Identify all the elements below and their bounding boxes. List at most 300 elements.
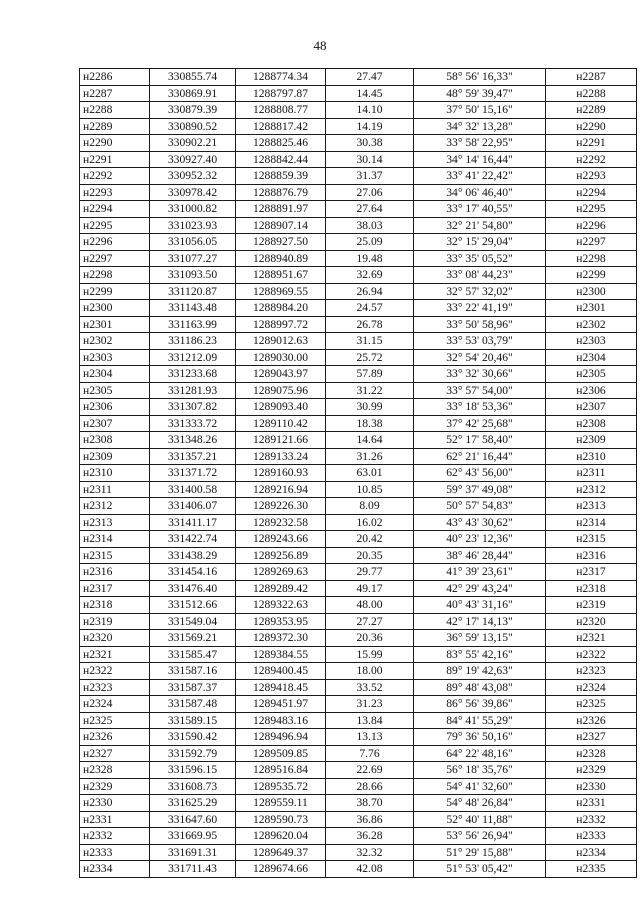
table-row <box>80 151 637 168</box>
cell-point-from: н2323 <box>80 679 150 696</box>
cell-x-coordinate: 330952.32 <box>150 168 236 185</box>
cell-point-from: н2298 <box>80 267 150 284</box>
cell-point-to: н2324 <box>546 679 637 696</box>
cell-point-to: н2316 <box>546 547 637 564</box>
table-row <box>80 613 637 630</box>
cell-direction-angle: 33° 53' 03,79" <box>414 333 546 350</box>
cell-point-from: н2306 <box>80 399 150 416</box>
cell-y-coordinate: 1289451.97 <box>236 696 326 713</box>
cell-point-to: н2294 <box>546 184 637 201</box>
cell-direction-angle: 33° 41' 22,42" <box>414 168 546 185</box>
cell-x-coordinate: 331549.04 <box>150 613 236 630</box>
table-row <box>80 102 637 119</box>
cell-x-coordinate: 331000.82 <box>150 201 236 218</box>
cell-direction-angle: 62° 21' 16,44" <box>414 448 546 465</box>
cell-point-from: н2333 <box>80 844 150 861</box>
cell-direction-angle: 40° 23' 12,36" <box>414 531 546 548</box>
cell-x-coordinate: 331077.27 <box>150 250 236 267</box>
cell-point-from: н2303 <box>80 349 150 366</box>
cell-distance: 18.38 <box>326 415 414 432</box>
cell-point-from: н2309 <box>80 448 150 465</box>
cell-x-coordinate: 330869.91 <box>150 85 236 102</box>
cell-direction-angle: 52° 17' 58,40" <box>414 432 546 449</box>
cell-point-to: н2333 <box>546 828 637 845</box>
cell-point-from: н2329 <box>80 778 150 795</box>
cell-y-coordinate: 1289353.95 <box>236 613 326 630</box>
cell-x-coordinate: 331281.93 <box>150 382 236 399</box>
cell-point-to: н2310 <box>546 448 637 465</box>
cell-point-to: н2311 <box>546 465 637 482</box>
cell-y-coordinate: 1289133.24 <box>236 448 326 465</box>
cell-direction-angle: 62° 43' 56,00" <box>414 465 546 482</box>
cell-x-coordinate: 330927.40 <box>150 151 236 168</box>
cell-distance: 36.28 <box>326 828 414 845</box>
table-row <box>80 597 637 614</box>
cell-point-to: н2332 <box>546 811 637 828</box>
cell-direction-angle: 48° 59' 39,47" <box>414 85 546 102</box>
table-row <box>80 349 637 366</box>
cell-y-coordinate: 1289649.37 <box>236 844 326 861</box>
cell-point-to: н2304 <box>546 349 637 366</box>
table-row <box>80 811 637 828</box>
table-row <box>80 844 637 861</box>
cell-direction-angle: 53° 56' 26,94" <box>414 828 546 845</box>
cell-direction-angle: 32° 57' 32,02" <box>414 283 546 300</box>
cell-distance: 13.84 <box>326 712 414 729</box>
cell-x-coordinate: 331307.82 <box>150 399 236 416</box>
cell-direction-angle: 37° 42' 25,68" <box>414 415 546 432</box>
cell-x-coordinate: 331592.79 <box>150 745 236 762</box>
cell-direction-angle: 42° 29' 43,24" <box>414 580 546 597</box>
cell-distance: 14.64 <box>326 432 414 449</box>
cell-y-coordinate: 1288940.89 <box>236 250 326 267</box>
cell-distance: 18.00 <box>326 663 414 680</box>
cell-x-coordinate: 331569.21 <box>150 630 236 647</box>
cell-y-coordinate: 1289559.11 <box>236 795 326 812</box>
cell-point-from: н2318 <box>80 597 150 614</box>
cell-y-coordinate: 1289269.63 <box>236 564 326 581</box>
cell-distance: 27.27 <box>326 613 414 630</box>
cell-distance: 16.02 <box>326 514 414 531</box>
cell-point-to: н2299 <box>546 267 637 284</box>
cell-distance: 14.19 <box>326 118 414 135</box>
cell-direction-angle: 33° 32' 30,66" <box>414 366 546 383</box>
cell-direction-angle: 84° 41' 55,29" <box>414 712 546 729</box>
cell-point-from: н2317 <box>80 580 150 597</box>
cell-point-from: н2293 <box>80 184 150 201</box>
cell-point-to: н2328 <box>546 745 637 762</box>
cell-distance: 32.69 <box>326 267 414 284</box>
cell-x-coordinate: 331163.99 <box>150 316 236 333</box>
cell-point-to: н2303 <box>546 333 637 350</box>
table-row <box>80 267 637 284</box>
table-row <box>80 217 637 234</box>
cell-direction-angle: 52° 40' 11,88" <box>414 811 546 828</box>
cell-direction-angle: 33° 17' 40,55" <box>414 201 546 218</box>
cell-point-from: н2295 <box>80 217 150 234</box>
cell-point-to: н2335 <box>546 861 637 878</box>
cell-point-to: н2292 <box>546 151 637 168</box>
cell-x-coordinate: 330978.42 <box>150 184 236 201</box>
cell-direction-angle: 33° 35' 05,52" <box>414 250 546 267</box>
cell-x-coordinate: 331589.15 <box>150 712 236 729</box>
cell-y-coordinate: 1289384.55 <box>236 646 326 663</box>
cell-point-to: н2295 <box>546 201 637 218</box>
cell-distance: 32.32 <box>326 844 414 861</box>
table-row <box>80 415 637 432</box>
cell-point-to: н2288 <box>546 85 637 102</box>
cell-y-coordinate: 1289043.97 <box>236 366 326 383</box>
cell-distance: 38.70 <box>326 795 414 812</box>
cell-y-coordinate: 1289110.42 <box>236 415 326 432</box>
cell-point-from: н2307 <box>80 415 150 432</box>
cell-x-coordinate: 331348.26 <box>150 432 236 449</box>
cell-y-coordinate: 1288891.97 <box>236 201 326 218</box>
cell-direction-angle: 56° 18' 35,76" <box>414 762 546 779</box>
cell-y-coordinate: 1289516.84 <box>236 762 326 779</box>
cell-x-coordinate: 331422.74 <box>150 531 236 548</box>
cell-distance: 8.09 <box>326 498 414 515</box>
cell-x-coordinate: 331406.07 <box>150 498 236 515</box>
table-row <box>80 564 637 581</box>
cell-x-coordinate: 331186.23 <box>150 333 236 350</box>
cell-point-from: н2308 <box>80 432 150 449</box>
cell-point-to: н2315 <box>546 531 637 548</box>
cell-y-coordinate: 1288797.87 <box>236 85 326 102</box>
cell-point-to: н2302 <box>546 316 637 333</box>
table-row <box>80 514 637 531</box>
cell-y-coordinate: 1288825.46 <box>236 135 326 152</box>
cell-y-coordinate: 1289075.96 <box>236 382 326 399</box>
cell-distance: 30.99 <box>326 399 414 416</box>
cell-direction-angle: 32° 54' 20,46" <box>414 349 546 366</box>
cell-distance: 27.06 <box>326 184 414 201</box>
cell-direction-angle: 58° 56' 16,33" <box>414 69 546 86</box>
table-row <box>80 448 637 465</box>
cell-y-coordinate: 1289590.73 <box>236 811 326 828</box>
cell-point-to: н2334 <box>546 844 637 861</box>
cell-x-coordinate: 331512.66 <box>150 597 236 614</box>
cell-point-to: н2320 <box>546 613 637 630</box>
table-row <box>80 184 637 201</box>
cell-point-from: н2326 <box>80 729 150 746</box>
cell-x-coordinate: 331438.29 <box>150 547 236 564</box>
table-row <box>80 729 637 746</box>
table-row <box>80 712 637 729</box>
cell-y-coordinate: 1288984.20 <box>236 300 326 317</box>
cell-point-to: н2313 <box>546 498 637 515</box>
cell-point-to: н2307 <box>546 399 637 416</box>
table-row <box>80 861 637 878</box>
cell-point-from: н2325 <box>80 712 150 729</box>
cell-direction-angle: 41° 39' 23,61" <box>414 564 546 581</box>
cell-distance: 10.85 <box>326 481 414 498</box>
cell-point-from: н2299 <box>80 283 150 300</box>
cell-distance: 25.09 <box>326 234 414 251</box>
table-row <box>80 795 637 812</box>
cell-point-to: н2290 <box>546 118 637 135</box>
cell-point-from: н2314 <box>80 531 150 548</box>
cell-distance: 31.15 <box>326 333 414 350</box>
table-row <box>80 531 637 548</box>
cell-point-to: н2287 <box>546 69 637 86</box>
cell-point-to: н2330 <box>546 778 637 795</box>
cell-x-coordinate: 331454.16 <box>150 564 236 581</box>
table-row <box>80 168 637 185</box>
cell-distance: 38.03 <box>326 217 414 234</box>
cell-direction-angle: 79° 36' 50,16" <box>414 729 546 746</box>
table-row <box>80 234 637 251</box>
cell-x-coordinate: 331587.48 <box>150 696 236 713</box>
cell-point-to: н2318 <box>546 580 637 597</box>
cell-direction-angle: 33° 22' 41,19" <box>414 300 546 317</box>
cell-x-coordinate: 331212.09 <box>150 349 236 366</box>
cell-distance: 14.45 <box>326 85 414 102</box>
cell-x-coordinate: 331120.87 <box>150 283 236 300</box>
cell-distance: 48.00 <box>326 597 414 614</box>
table-row <box>80 762 637 779</box>
cell-distance: 14.10 <box>326 102 414 119</box>
cell-point-to: н2301 <box>546 300 637 317</box>
cell-direction-angle: 51° 29' 15,88" <box>414 844 546 861</box>
cell-distance: 22.69 <box>326 762 414 779</box>
cell-direction-angle: 89° 48' 43,08" <box>414 679 546 696</box>
cell-distance: 29.77 <box>326 564 414 581</box>
cell-direction-angle: 42° 17' 14,13" <box>414 613 546 630</box>
cell-direction-angle: 50° 57' 54,83" <box>414 498 546 515</box>
cell-y-coordinate: 1289012.63 <box>236 333 326 350</box>
cell-direction-angle: 38° 46' 28,44" <box>414 547 546 564</box>
cell-y-coordinate: 1289289.42 <box>236 580 326 597</box>
table-row <box>80 382 637 399</box>
cell-point-from: н2330 <box>80 795 150 812</box>
cell-y-coordinate: 1288907.14 <box>236 217 326 234</box>
cell-point-from: н2331 <box>80 811 150 828</box>
cell-point-from: н2328 <box>80 762 150 779</box>
table-row <box>80 828 637 845</box>
cell-point-to: н2308 <box>546 415 637 432</box>
cell-y-coordinate: 1289160.93 <box>236 465 326 482</box>
table-row <box>80 85 637 102</box>
cell-distance: 24.57 <box>326 300 414 317</box>
coordinates-table-body <box>80 69 637 878</box>
cell-direction-angle: 64° 22' 48,16" <box>414 745 546 762</box>
cell-distance: 15.99 <box>326 646 414 663</box>
cell-y-coordinate: 1289226.30 <box>236 498 326 515</box>
cell-point-to: н2325 <box>546 696 637 713</box>
cell-point-to: н2314 <box>546 514 637 531</box>
cell-y-coordinate: 1289418.45 <box>236 679 326 696</box>
cell-x-coordinate: 331590.42 <box>150 729 236 746</box>
cell-distance: 13.13 <box>326 729 414 746</box>
cell-y-coordinate: 1288927.50 <box>236 234 326 251</box>
cell-distance: 25.72 <box>326 349 414 366</box>
cell-point-to: н2312 <box>546 481 637 498</box>
cell-x-coordinate: 331411.17 <box>150 514 236 531</box>
cell-distance: 20.36 <box>326 630 414 647</box>
cell-distance: 30.38 <box>326 135 414 152</box>
table-row <box>80 630 637 647</box>
table-row <box>80 366 637 383</box>
cell-point-from: н2310 <box>80 465 150 482</box>
cell-y-coordinate: 1289509.85 <box>236 745 326 762</box>
cell-point-from: н2305 <box>80 382 150 399</box>
cell-point-to: н2293 <box>546 168 637 185</box>
cell-point-to: н2306 <box>546 382 637 399</box>
cell-point-from: н2334 <box>80 861 150 878</box>
table-row <box>80 580 637 597</box>
cell-point-from: н2289 <box>80 118 150 135</box>
table-row <box>80 745 637 762</box>
cell-direction-angle: 59° 37' 49,08" <box>414 481 546 498</box>
cell-direction-angle: 40° 43' 31,16" <box>414 597 546 614</box>
cell-y-coordinate: 1289674.66 <box>236 861 326 878</box>
table-row <box>80 679 637 696</box>
cell-y-coordinate: 1289620.04 <box>236 828 326 845</box>
table-row <box>80 316 637 333</box>
cell-x-coordinate: 331711.43 <box>150 861 236 878</box>
cell-distance: 19.48 <box>326 250 414 267</box>
cell-point-from: н2311 <box>80 481 150 498</box>
cell-direction-angle: 32° 21' 54,80" <box>414 217 546 234</box>
cell-point-to: н2298 <box>546 250 637 267</box>
cell-point-from: н2320 <box>80 630 150 647</box>
cell-point-from: н2296 <box>80 234 150 251</box>
cell-point-from: н2297 <box>80 250 150 267</box>
cell-point-from: н2321 <box>80 646 150 663</box>
cell-point-to: н2296 <box>546 217 637 234</box>
cell-point-to: н2297 <box>546 234 637 251</box>
cell-direction-angle: 33° 08' 44,23" <box>414 267 546 284</box>
table-row <box>80 547 637 564</box>
cell-direction-angle: 54° 48' 26,84" <box>414 795 546 812</box>
cell-distance: 31.23 <box>326 696 414 713</box>
cell-point-to: н2319 <box>546 597 637 614</box>
cell-point-to: н2327 <box>546 729 637 746</box>
cell-distance: 36.86 <box>326 811 414 828</box>
table-row <box>80 663 637 680</box>
cell-y-coordinate: 1288969.55 <box>236 283 326 300</box>
cell-direction-angle: 54° 41' 32,60" <box>414 778 546 795</box>
cell-y-coordinate: 1289322.63 <box>236 597 326 614</box>
cell-point-from: н2286 <box>80 69 150 86</box>
cell-x-coordinate: 330879.39 <box>150 102 236 119</box>
cell-point-from: н2300 <box>80 300 150 317</box>
cell-point-to: н2291 <box>546 135 637 152</box>
cell-point-from: н2313 <box>80 514 150 531</box>
cell-x-coordinate: 331608.73 <box>150 778 236 795</box>
cell-x-coordinate: 331143.48 <box>150 300 236 317</box>
cell-distance: 27.47 <box>326 69 414 86</box>
cell-point-from: н2291 <box>80 151 150 168</box>
cell-x-coordinate: 331625.29 <box>150 795 236 812</box>
cell-x-coordinate: 331371.72 <box>150 465 236 482</box>
cell-y-coordinate: 1289372.30 <box>236 630 326 647</box>
cell-point-to: н2317 <box>546 564 637 581</box>
cell-distance: 7.76 <box>326 745 414 762</box>
cell-x-coordinate: 331056.05 <box>150 234 236 251</box>
cell-point-to: н2300 <box>546 283 637 300</box>
cell-point-from: н2302 <box>80 333 150 350</box>
cell-point-to: н2322 <box>546 646 637 663</box>
cell-x-coordinate: 331023.93 <box>150 217 236 234</box>
cell-point-from: н2327 <box>80 745 150 762</box>
cell-point-from: н2294 <box>80 201 150 218</box>
cell-point-to: н2321 <box>546 630 637 647</box>
table-row <box>80 135 637 152</box>
table-row <box>80 333 637 350</box>
table-row <box>80 778 637 795</box>
cell-y-coordinate: 1289243.66 <box>236 531 326 548</box>
cell-x-coordinate: 331333.72 <box>150 415 236 432</box>
cell-y-coordinate: 1289483.16 <box>236 712 326 729</box>
cell-distance: 26.94 <box>326 283 414 300</box>
page-number: 48 <box>313 38 327 53</box>
cell-distance: 31.22 <box>326 382 414 399</box>
cell-direction-angle: 36° 59' 13,15" <box>414 630 546 647</box>
cell-direction-angle: 34° 06' 46,40" <box>414 184 546 201</box>
cell-x-coordinate: 330890.52 <box>150 118 236 135</box>
cell-y-coordinate: 1288774.34 <box>236 69 326 86</box>
table-row <box>80 646 637 663</box>
cell-y-coordinate: 1289093.40 <box>236 399 326 416</box>
cell-y-coordinate: 1289256.89 <box>236 547 326 564</box>
cell-point-from: н2301 <box>80 316 150 333</box>
cell-direction-angle: 43° 43' 30,62" <box>414 514 546 531</box>
cell-x-coordinate: 331647.60 <box>150 811 236 828</box>
cell-point-from: н2288 <box>80 102 150 119</box>
cell-y-coordinate: 1289216.94 <box>236 481 326 498</box>
cell-y-coordinate: 1288808.77 <box>236 102 326 119</box>
cell-point-from: н2290 <box>80 135 150 152</box>
cell-distance: 30.14 <box>326 151 414 168</box>
cell-y-coordinate: 1289535.72 <box>236 778 326 795</box>
cell-x-coordinate: 331400.58 <box>150 481 236 498</box>
table-row <box>80 118 637 135</box>
cell-point-from: н2319 <box>80 613 150 630</box>
cell-distance: 42.08 <box>326 861 414 878</box>
table-row <box>80 432 637 449</box>
cell-distance: 33.52 <box>326 679 414 696</box>
cell-x-coordinate: 330855.74 <box>150 69 236 86</box>
cell-point-from: н2292 <box>80 168 150 185</box>
cell-x-coordinate: 331093.50 <box>150 267 236 284</box>
cell-y-coordinate: 1288997.72 <box>236 316 326 333</box>
cell-distance: 57.89 <box>326 366 414 383</box>
cell-point-to: н2329 <box>546 762 637 779</box>
cell-direction-angle: 32° 15' 29,04" <box>414 234 546 251</box>
table-row <box>80 283 637 300</box>
cell-distance: 49.17 <box>326 580 414 597</box>
cell-point-from: н2316 <box>80 564 150 581</box>
cell-x-coordinate: 331587.37 <box>150 679 236 696</box>
cell-distance: 28.66 <box>326 778 414 795</box>
cell-x-coordinate: 331669.95 <box>150 828 236 845</box>
cell-point-from: н2312 <box>80 498 150 515</box>
cell-point-to: н2309 <box>546 432 637 449</box>
cell-point-to: н2305 <box>546 366 637 383</box>
table-row <box>80 465 637 482</box>
cell-x-coordinate: 331476.40 <box>150 580 236 597</box>
cell-point-from: н2322 <box>80 663 150 680</box>
cell-distance: 31.37 <box>326 168 414 185</box>
cell-x-coordinate: 331585.47 <box>150 646 236 663</box>
cell-y-coordinate: 1288859.39 <box>236 168 326 185</box>
cell-y-coordinate: 1288817.42 <box>236 118 326 135</box>
cell-distance: 31.26 <box>326 448 414 465</box>
cell-distance: 26.78 <box>326 316 414 333</box>
table-row <box>80 399 637 416</box>
